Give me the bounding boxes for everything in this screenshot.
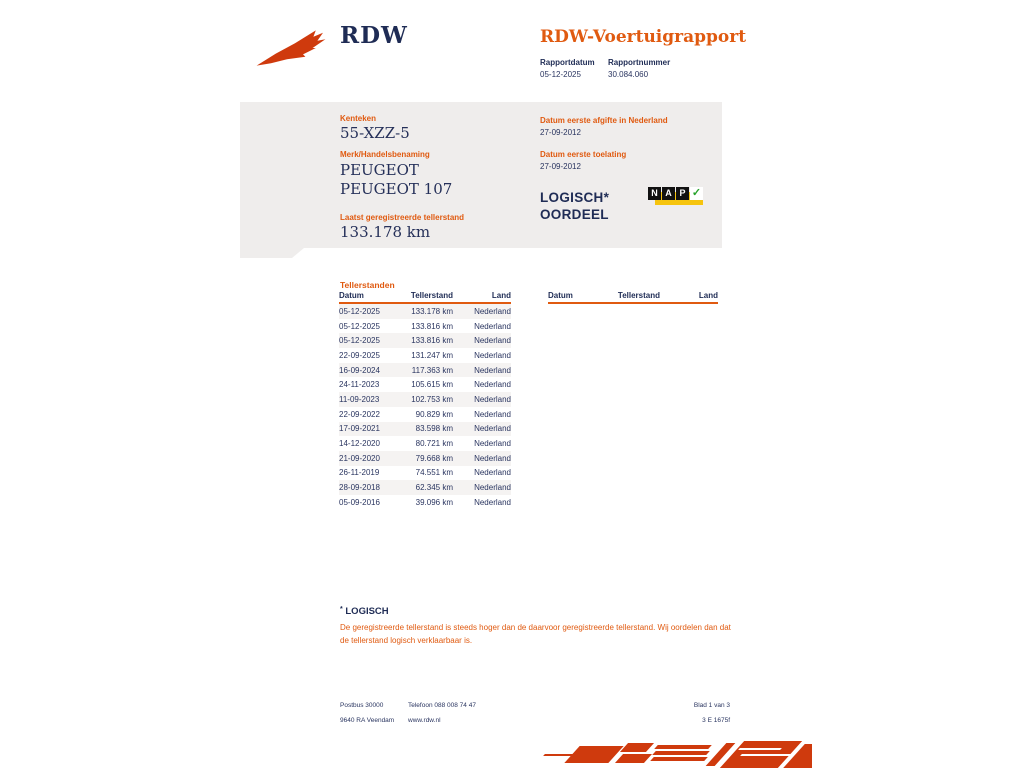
cell-land: Nederland: [474, 321, 511, 331]
nap-letter-a: A: [662, 187, 675, 200]
cell-land: Nederland: [474, 350, 511, 360]
report-number-value: 30.084.060: [608, 70, 649, 79]
cell-datum: 05-09-2016: [339, 497, 380, 507]
cell-land: Nederland: [474, 497, 511, 507]
cell-land: Nederland: [474, 439, 511, 449]
footer-contact: [408, 699, 476, 728]
cell-tellerstand: 39.096 km: [415, 497, 453, 507]
footer-form-code: 3 E 1675f: [702, 716, 730, 724]
cell-tellerstand: 133.178 km: [399, 303, 453, 319]
cell-datum: 24-11-2023: [339, 380, 380, 390]
report-date-value: 05-12-2025: [540, 70, 581, 79]
rdw-footer-graphic: [540, 741, 812, 768]
cell-datum: 05-12-2025: [339, 321, 380, 331]
kenteken-value: 55-XZZ-5: [340, 124, 410, 142]
table-row: [339, 451, 511, 466]
footer-address: [340, 699, 394, 728]
footnote-title-text: LOGISCH: [345, 606, 389, 617]
header-land: Land: [453, 291, 511, 303]
cell-tellerstand: 74.551 km: [415, 468, 453, 478]
tellerstand-label: Laatst geregistreerde tellerstand: [340, 213, 465, 222]
kenteken-label: Kenteken: [340, 114, 377, 123]
tellerstand-value: 133.178 km: [340, 223, 431, 241]
cell-land: Nederland: [453, 451, 511, 466]
cell-datum: 21-09-2020: [339, 451, 399, 466]
cell-tellerstand: 90.829 km: [415, 409, 453, 419]
footnote-text: De geregistreerde tellerstand is steeds hoger dan de daarvoor geregistreerde tellerstand. Wij oordelen dan dat de tellerstand logisch verklaarbaar is.: [340, 623, 731, 645]
report-date-label: Rapportdatum: [540, 58, 595, 67]
cell-datum: 28-09-2018: [339, 480, 399, 495]
table-row: [339, 348, 511, 363]
table-row: [339, 480, 511, 495]
cell-datum: 17-09-2021: [339, 422, 399, 437]
cell-land: Nederland: [474, 468, 511, 478]
cell-datum: 26-11-2019: [339, 468, 380, 478]
cell-datum: 22-09-2025: [339, 350, 380, 360]
cell-datum: 11-09-2023: [339, 392, 399, 407]
nap-logo: [648, 187, 706, 207]
oordeel-line2: OORDEEL: [540, 207, 609, 222]
afgifte-label: Datum eerste afgifte in Nederland: [540, 116, 668, 125]
header-datum: Datum: [339, 291, 399, 303]
header-tellerstand: Tellerstand: [608, 291, 660, 303]
header-land: Land: [660, 291, 718, 303]
oordeel-line1: LOGISCH*: [540, 190, 610, 205]
table-row: [339, 319, 511, 334]
footer-page-indicator: Blad 1 van 3: [693, 702, 730, 709]
cell-land: Nederland: [453, 422, 511, 437]
header-tellerstand: Tellerstand: [399, 291, 453, 303]
cell-tellerstand: 102.753 km: [399, 392, 453, 407]
table-row: [339, 407, 511, 422]
afgifte-value: 27-09-2012: [540, 128, 581, 137]
footer-address-line1: Postbus 30000: [340, 702, 384, 709]
cell-tellerstand: 117.363 km: [399, 363, 453, 378]
table-row: [339, 303, 511, 319]
cell-datum: 22-09-2022: [339, 409, 380, 419]
cell-datum: 05-12-2025: [339, 303, 399, 319]
cell-datum: 16-09-2024: [339, 363, 399, 378]
table-row: [339, 495, 511, 510]
table-row: [339, 466, 511, 481]
panel-notch: [240, 248, 304, 258]
tellerstanden-title: Tellerstanden: [340, 280, 395, 290]
cell-tellerstand: 131.247 km: [411, 350, 453, 360]
footer-website: www.rdw.nl: [408, 716, 441, 724]
report-number-label: Rapportnummer: [608, 58, 671, 67]
page-title: RDW-Voertuigrapport: [540, 27, 747, 47]
tellerstanden-table-right: [548, 291, 718, 304]
table-row: [339, 377, 511, 392]
cell-datum: 05-12-2025: [339, 333, 399, 348]
footer-page-block: [630, 699, 730, 728]
footnote-title: [340, 606, 389, 617]
cell-land: Nederland: [474, 380, 511, 390]
footer-address-line2: 9640 RA Veendam: [340, 716, 395, 724]
nap-letter-n: N: [648, 187, 661, 200]
merk-value: PEUGEOT PEUGEOT 107: [340, 161, 453, 198]
brand-wordmark: RDW: [340, 22, 408, 49]
nap-letter-p: P: [676, 187, 689, 200]
cell-tellerstand: 79.668 km: [399, 451, 453, 466]
tellerstanden-table: [339, 291, 511, 510]
cell-land: Nederland: [453, 392, 511, 407]
table-header-row: [339, 291, 511, 303]
table-row: [339, 392, 511, 407]
footnote-marker: *: [340, 606, 343, 613]
toelating-value: 27-09-2012: [540, 162, 581, 171]
cell-land: Nederland: [453, 363, 511, 378]
cell-tellerstand: 105.615 km: [411, 380, 453, 390]
footer-phone: Telefoon 088 008 74 47: [408, 702, 476, 709]
cell-tellerstand: 83.598 km: [399, 422, 453, 437]
table-row: [339, 436, 511, 451]
cell-land: Nederland: [453, 303, 511, 319]
cell-datum: 14-12-2020: [339, 439, 380, 449]
cell-tellerstand: 62.345 km: [399, 480, 453, 495]
oordeel-text: [540, 189, 609, 223]
cell-land: Nederland: [453, 480, 511, 495]
table-header-row: [548, 291, 718, 303]
cell-tellerstand: 133.816 km: [399, 333, 453, 348]
table-row: [339, 363, 511, 378]
nap-check-icon: ✓: [691, 187, 702, 199]
cell-tellerstand: 133.816 km: [411, 321, 453, 331]
cell-tellerstand: 80.721 km: [415, 439, 453, 449]
merk-label: Merk/Handelsbenaming: [340, 150, 430, 159]
toelating-label: Datum eerste toelating: [540, 150, 627, 159]
header-datum: Datum: [548, 291, 608, 303]
table-row: [339, 333, 511, 348]
cell-land: Nederland: [453, 333, 511, 348]
rdw-logo-bird: [253, 24, 337, 68]
cell-land: Nederland: [474, 409, 511, 419]
table-row: [339, 422, 511, 437]
